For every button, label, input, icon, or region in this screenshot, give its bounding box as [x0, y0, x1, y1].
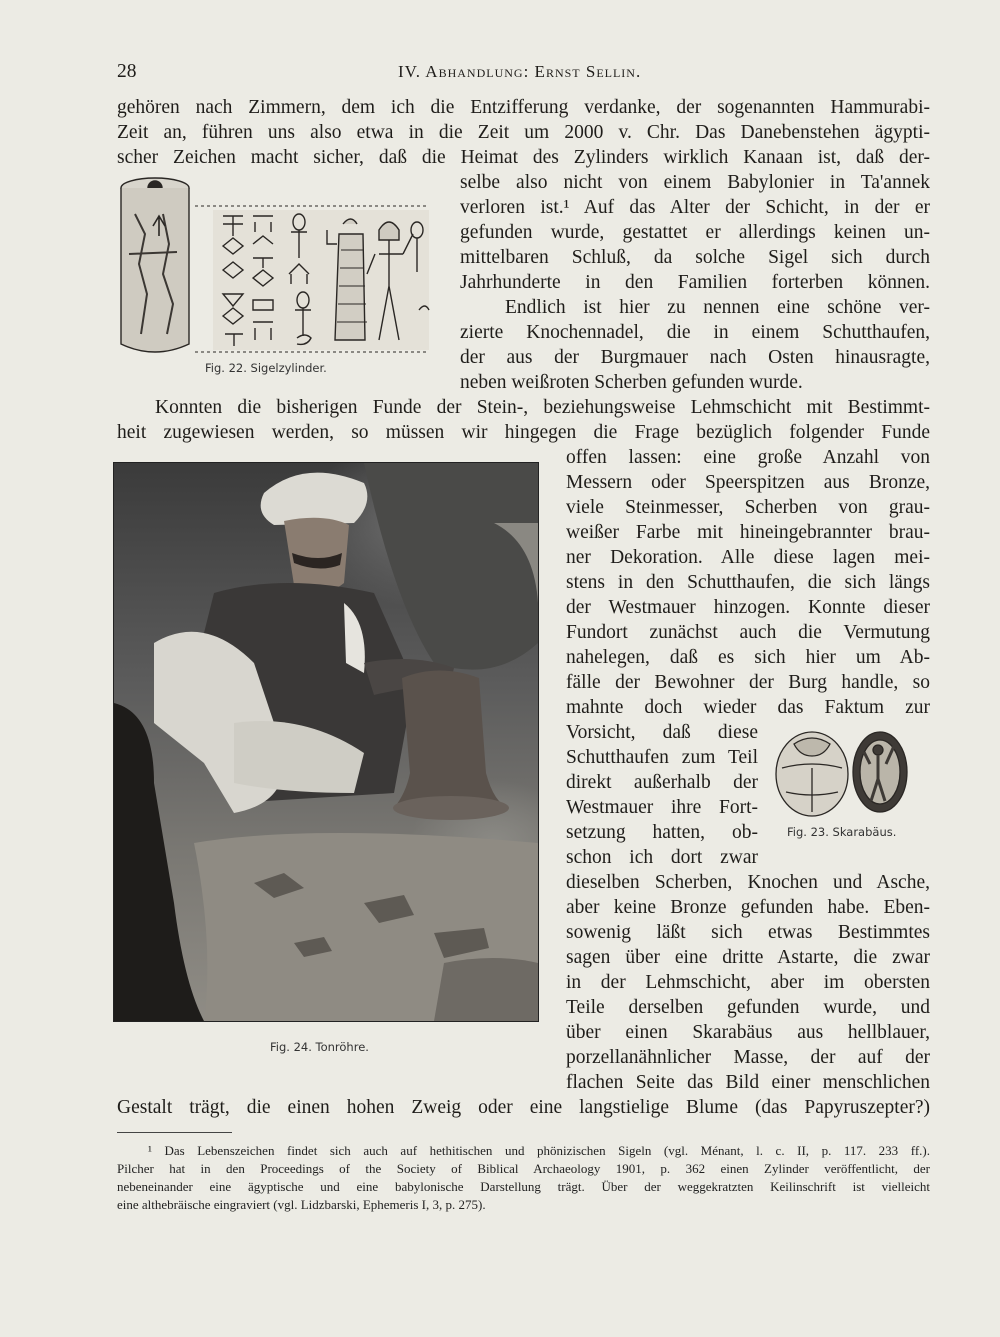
body-line: mittelbaren Schluß, da solche Sigel sich durch	[460, 247, 930, 268]
body-line: der aus der Burgmauer nach Osten hinausragte,	[460, 347, 930, 368]
body-line: Konnten die bisherigen Funde der Stein-, beziehungsweise Lehmschicht mit Bestimmt-	[155, 397, 930, 418]
body-line: Zeit an, führen uns also etwa in die Zeit um 2000 v. Chr. Das Danebenstehen ägypti-	[117, 122, 930, 143]
photograph-scene	[114, 463, 538, 1021]
body-line: dieselben Scherben, Knochen und Asche,	[566, 872, 930, 893]
body-line: der Westmauer hinzogen. Konnte dieser	[566, 597, 930, 618]
body-line: Fundort zunächst auch die Vermutung	[566, 622, 930, 643]
body-line: porzellanähnlicher Masse, der auf der	[566, 1047, 930, 1068]
footnote-line: nebeneinander eine ägyptische und eine babylonische Darstellung trägt. Über der weggekratzten Keilinschrift ist vielleicht	[117, 1179, 930, 1194]
body-line: Schutthaufen zum Teil	[566, 747, 758, 768]
body-line: flachen Seite das Bild einer menschlichen	[566, 1072, 930, 1093]
body-line: scher Zeichen macht sicher, daß die Heimat des Zylinders wirklich Kanaan ist, daß der-	[117, 147, 930, 168]
body-line: setzung hatten, ob-	[566, 822, 758, 843]
figure-22-cylinder-seal	[117, 174, 437, 364]
footnote-line: ¹ Das Lebenszeichen findet sich auch auf hethitischen und phönizischen Sigeln (vgl. Ménant, l. c. II, p. 117. 233 ff.).	[148, 1143, 930, 1158]
body-line: Westmauer ihre Fort-	[566, 797, 758, 818]
body-line: schon ich dort zwar	[566, 847, 758, 868]
body-line: sagen über eine dritte Astarte, die zwar	[566, 947, 930, 968]
running-title: IV. Abhandlung: Ernst Sellin.	[398, 62, 642, 81]
body-line: nahelegen, daß es sich hier um Ab-	[566, 647, 930, 668]
body-line: ner Dekoration. Alle diese lagen mei-	[566, 547, 930, 568]
body-line: stens in den Schutthaufen, die sich längs	[566, 572, 930, 593]
body-line: aber keine Bronze gefunden habe. Eben-	[566, 897, 930, 918]
footnote-rule	[117, 1132, 232, 1133]
body-line: heit zugewiesen werden, so müssen wir hingegen die Frage bezüglich folgender Funde	[117, 422, 930, 443]
body-line: viele Steinmesser, Scherben von grau-	[566, 497, 930, 518]
page-number: 28	[117, 61, 137, 82]
body-line: Endlich ist hier zu nennen eine schöne ver-	[505, 297, 930, 318]
body-line: direkt außerhalb der	[566, 772, 758, 793]
figure-23-scarabs	[770, 722, 920, 822]
body-line: Messern oder Speerspitzen aus Bronze,	[566, 472, 930, 493]
body-line: Teile derselben gefunden wurde, und	[566, 997, 930, 1018]
body-line: mahnte doch wieder das Faktum zur	[566, 697, 930, 718]
figure-22-caption: Fig. 22. Sigelzylinder.	[205, 361, 327, 375]
body-line: Vorsicht, daß diese	[566, 722, 758, 743]
figure-23-caption: Fig. 23. Skarabäus.	[787, 825, 897, 839]
body-line: fälle der Bewohner der Burg handle, so	[566, 672, 930, 693]
body-line: verloren ist.¹ Auf das Alter der Schicht, in der er	[460, 197, 930, 218]
body-line: sowenig läßt sich etwas Bestimmtes	[566, 922, 930, 943]
figure-24-photograph	[113, 462, 539, 1022]
footnote-line: eine althebräische eingraviert (vgl. Lidzbarski, Ephemeris I, 3, p. 275).	[117, 1197, 486, 1212]
body-line: in der Lehmschicht, aber im obersten	[566, 972, 930, 993]
body-line: über einen Skarabäus aus hellblauer,	[566, 1022, 930, 1043]
body-line: selbe also nicht von einem Babylonier in Ta'annek	[460, 172, 930, 193]
footnote-line: Pilcher hat in den Proceedings of the Society of Biblical Archaeology 1901, p. 362 einen Zylinder veröffentlicht, der	[117, 1161, 930, 1176]
body-line: gefunden wurde, gestattet er allerdings keinen un-	[460, 222, 930, 243]
body-line: weißer Farbe mit hineingebrannter brau-	[566, 522, 930, 543]
body-line: Jahrhunderte in den Familien forterben können.	[460, 272, 930, 293]
body-line: offen lassen: eine große Anzahl von	[566, 447, 930, 468]
figure-24-caption: Fig. 24. Tonröhre.	[270, 1040, 369, 1054]
body-line: Gestalt trägt, die einen hohen Zweig oder eine langstielige Blume (das Papyruszepter?)	[117, 1097, 930, 1118]
body-line: zierte Knochennadel, die in einem Schutthaufen,	[460, 322, 930, 343]
body-line: neben weißroten Scherben gefunden wurde.	[460, 372, 803, 393]
body-line: gehören nach Zimmern, dem ich die Entzifferung verdanke, der sogenannten Hammurabi-	[117, 97, 930, 118]
